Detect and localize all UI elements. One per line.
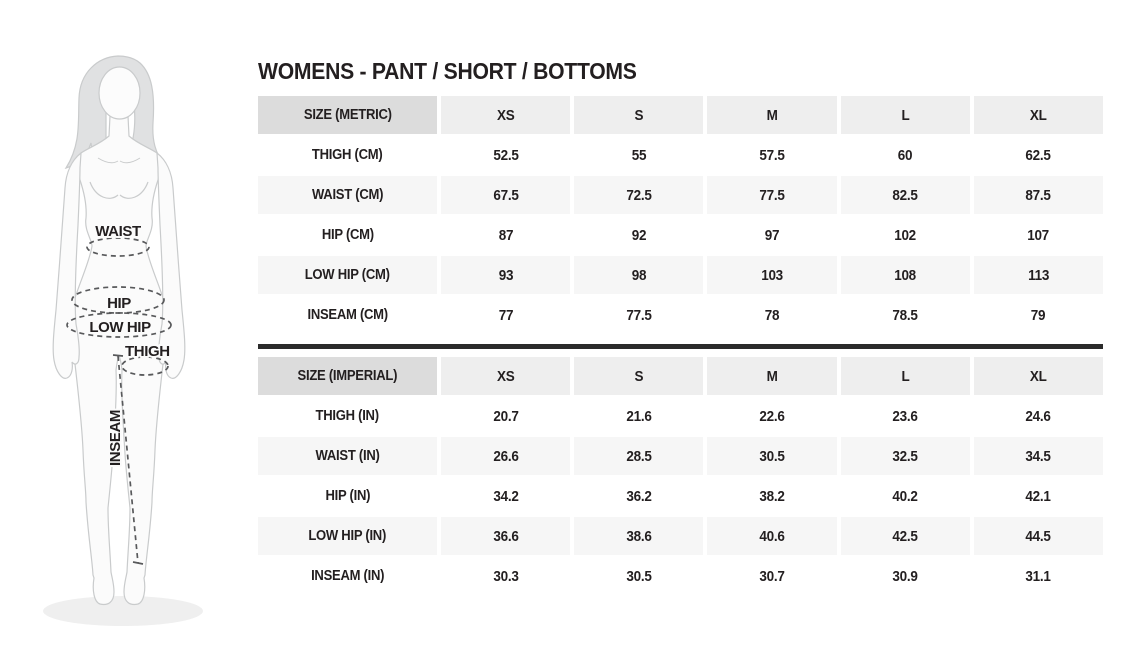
table-divider bbox=[258, 344, 1103, 349]
measurement-value: 78.5 bbox=[841, 296, 970, 334]
size-column-header: XL bbox=[974, 96, 1103, 134]
page-title: WOMENS - PANT / SHORT / BOTTOMS bbox=[258, 58, 637, 84]
measurement-value: 28.5 bbox=[574, 437, 703, 475]
measurement-value: 31.1 bbox=[974, 557, 1103, 595]
measurement-value: 36.2 bbox=[574, 477, 703, 515]
measurement-value: 22.6 bbox=[707, 397, 836, 435]
floor-shadow bbox=[43, 596, 203, 626]
measurement-value: 77.5 bbox=[574, 296, 703, 334]
measurement-value: 30.9 bbox=[841, 557, 970, 595]
measurement-value: 103 bbox=[707, 256, 836, 294]
size-column-header: M bbox=[707, 357, 836, 395]
measurement-value: 40.6 bbox=[707, 517, 836, 555]
measurement-value: 34.2 bbox=[441, 477, 570, 515]
measurement-row-label: WAIST (CM) bbox=[258, 176, 437, 214]
measurement-value: 82.5 bbox=[841, 176, 970, 214]
measurement-row-label: LOW HIP (CM) bbox=[258, 256, 437, 294]
measurement-value: 42.5 bbox=[841, 517, 970, 555]
measurement-value: 30.5 bbox=[707, 437, 836, 475]
measurement-value: 72.5 bbox=[574, 176, 703, 214]
measurement-row-label: WAIST (IN) bbox=[258, 437, 437, 475]
measurement-value: 20.7 bbox=[441, 397, 570, 435]
size-column-header: L bbox=[841, 96, 970, 134]
measurement-value: 102 bbox=[841, 216, 970, 254]
inseam-figure-label: INSEAM bbox=[107, 410, 124, 466]
measurement-value: 97 bbox=[707, 216, 836, 254]
measurement-value: 30.3 bbox=[441, 557, 570, 595]
measurement-value: 23.6 bbox=[841, 397, 970, 435]
thigh-figure-label: THIGH bbox=[125, 343, 170, 360]
measurement-value: 42.1 bbox=[974, 477, 1103, 515]
measurement-value: 113 bbox=[974, 256, 1103, 294]
waist-figure-label: WAIST bbox=[95, 223, 141, 240]
face-shape bbox=[99, 67, 140, 119]
measurement-value: 32.5 bbox=[841, 437, 970, 475]
low-hip-figure-label: LOW HIP bbox=[89, 319, 151, 336]
measurement-value: 79 bbox=[974, 296, 1103, 334]
measurement-value: 92 bbox=[574, 216, 703, 254]
measurement-row-label: INSEAM (CM) bbox=[258, 296, 437, 334]
metric-size-table bbox=[258, 96, 1103, 334]
size-system-header: SIZE (IMPERIAL) bbox=[258, 357, 437, 395]
measurement-value: 108 bbox=[841, 256, 970, 294]
measurement-value: 38.6 bbox=[574, 517, 703, 555]
size-column-header: XS bbox=[441, 357, 570, 395]
measurement-value: 87 bbox=[441, 216, 570, 254]
measurement-value: 44.5 bbox=[974, 517, 1103, 555]
measurement-row-label: THIGH (CM) bbox=[258, 136, 437, 174]
size-guide-content bbox=[258, 0, 1103, 595]
measurement-value: 30.5 bbox=[574, 557, 703, 595]
measurement-value: 87.5 bbox=[974, 176, 1103, 214]
measurement-value: 77.5 bbox=[707, 176, 836, 214]
measurement-row-label: HIP (IN) bbox=[258, 477, 437, 515]
measurement-value: 77 bbox=[441, 296, 570, 334]
measurement-value: 57.5 bbox=[707, 136, 836, 174]
measurement-value: 93 bbox=[441, 256, 570, 294]
measurement-row-label: THIGH (IN) bbox=[258, 397, 437, 435]
measurement-value: 36.6 bbox=[441, 517, 570, 555]
size-column-header: XS bbox=[441, 96, 570, 134]
size-column-header: XL bbox=[974, 357, 1103, 395]
size-column-header: S bbox=[574, 96, 703, 134]
measurement-value: 40.2 bbox=[841, 477, 970, 515]
measurement-value: 78 bbox=[707, 296, 836, 334]
imperial-size-table bbox=[258, 357, 1103, 595]
size-column-header: L bbox=[841, 357, 970, 395]
measurement-value: 34.5 bbox=[974, 437, 1103, 475]
measurement-value: 98 bbox=[574, 256, 703, 294]
measurement-value: 38.2 bbox=[707, 477, 836, 515]
size-column-header: M bbox=[707, 96, 836, 134]
hip-figure-label: HIP bbox=[107, 295, 131, 312]
female-silhouette-figure bbox=[20, 30, 230, 630]
size-column-header: S bbox=[574, 357, 703, 395]
measurement-value: 24.6 bbox=[974, 397, 1103, 435]
measurement-row-label: INSEAM (IN) bbox=[258, 557, 437, 595]
measurement-value: 52.5 bbox=[441, 136, 570, 174]
measurement-value: 60 bbox=[841, 136, 970, 174]
left-arm-shape bbox=[53, 153, 81, 378]
measurement-row-label: LOW HIP (IN) bbox=[258, 517, 437, 555]
measurement-value: 62.5 bbox=[974, 136, 1103, 174]
measurement-value: 26.6 bbox=[441, 437, 570, 475]
measurement-value: 67.5 bbox=[441, 176, 570, 214]
measurement-value: 21.6 bbox=[574, 397, 703, 435]
measurement-value: 107 bbox=[974, 216, 1103, 254]
body-measurement-diagram bbox=[20, 30, 230, 630]
measurement-value: 30.7 bbox=[707, 557, 836, 595]
size-system-header: SIZE (METRIC) bbox=[258, 96, 437, 134]
measurement-row-label: HIP (CM) bbox=[258, 216, 437, 254]
measurement-value: 55 bbox=[574, 136, 703, 174]
